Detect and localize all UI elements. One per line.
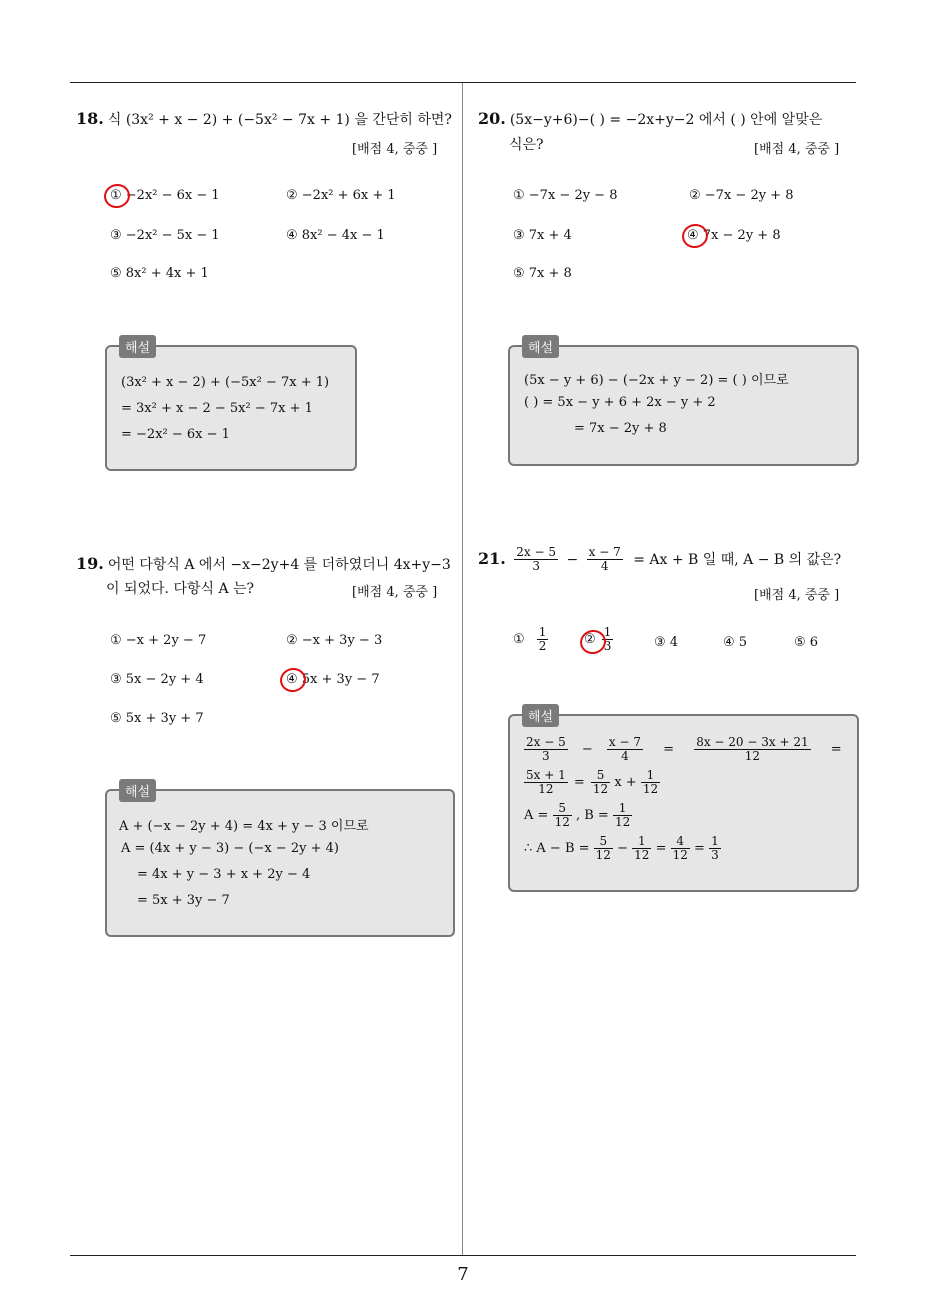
- q19-option-4[interactable]: ④ 5x + 3y − 7: [286, 672, 380, 687]
- top-rule: [70, 82, 856, 83]
- q21-option-2-fraction: $\frac{1}{3}$: [603, 625, 612, 653]
- q19-solution-box: [105, 785, 455, 937]
- q21-text: = Ax + B 일 때, A − B 의 값은?: [633, 551, 842, 568]
- q18-sol-line: (3x² + x − 2) + (−5x² − 7x + 1): [121, 375, 330, 390]
- q21-number: 21.: [478, 548, 506, 568]
- q19-sol-line: A = (4x + y − 3) − (−x − 2y + 4): [121, 841, 339, 856]
- q19-solution-tag: 해설: [119, 779, 156, 802]
- q21-option-2[interactable]: ② $\frac{1}{3}$: [584, 625, 612, 653]
- q20-sol-line: = 7x − 2y + 8: [574, 421, 667, 436]
- q21-option-3[interactable]: ③ 4: [654, 635, 679, 650]
- q19-sol-line: A + (−x − 2y + 4) = 4x + y − 3 이므로: [119, 819, 369, 834]
- q20-stem: [478, 106, 822, 133]
- q20-option-4[interactable]: ④ 7x − 2y + 8: [687, 228, 781, 243]
- q19-answer-mark: [278, 666, 308, 695]
- q20-option-1[interactable]: ① −7x − 2y − 8: [513, 188, 618, 203]
- q19-stem: [76, 551, 451, 578]
- q20-option-2[interactable]: ② −7x − 2y + 8: [689, 188, 794, 203]
- q21-option-1-fraction: $\frac{1}{2}$: [538, 625, 547, 653]
- q18-text: 식 (3x² + x − 2) + (−5x² − 7x + 1) 을 간단히 하면?: [107, 112, 452, 128]
- q21-fraction-b: $\frac{x - 7}{4}$: [588, 545, 621, 573]
- q21-sol-line-3: A = $\frac{5}{12}$ , B = $\frac{1}{12}$: [524, 801, 631, 829]
- q21-option-5[interactable]: ⑤ 6: [794, 635, 819, 650]
- q18-number: 18.: [76, 109, 104, 128]
- q20-option-5[interactable]: ⑤ 7x + 8: [513, 266, 572, 281]
- q19-option-2[interactable]: ② −x + 3y − 3: [286, 633, 383, 648]
- q21-meta: [배점 4, 중중 ]: [754, 588, 840, 603]
- q20-text-1: (5x−y+6)−( ) = −2x+y−2 에서 ( ) 안에 알맞은: [509, 112, 823, 128]
- q19-option-5[interactable]: ⑤ 5x + 3y + 7: [110, 711, 204, 726]
- q21-option-1[interactable]: ① $\frac{1}{2}$: [513, 625, 547, 653]
- q18-option-5[interactable]: ⑤ 8x² + 4x + 1: [110, 266, 209, 281]
- q20-sol-line: (5x − y + 6) − (−2x + y − 2) = ( ) 이므로: [524, 373, 789, 388]
- q21-sol-line-4: ∴ A − B = $\frac{5}{12}$ − $\frac{1}{12}$ = $\frac{4}{12}$ = $\frac{1}{3}$: [524, 834, 719, 862]
- q21-sol-line-2: $\frac{5x + 1}{12}$ = $\frac{5}{12}$ x + $\frac{1}{12}$: [526, 768, 659, 796]
- q21-sol-line-1: $\frac{2x - 5}{3}$ − $\frac{x - 7}{4}$ = $\frac{8x - 20 - 3x + 21}{12}$ =: [526, 735, 842, 763]
- q18-option-3[interactable]: ③ −2x² − 5x − 1: [110, 228, 220, 243]
- q19-text-2: 이 되었다. 다항식 A 는?: [106, 581, 255, 597]
- q18-option-2[interactable]: ② −2x² + 6x + 1: [286, 188, 396, 203]
- q20-number: 20.: [478, 109, 506, 128]
- q20-sol-line: ( ) = 5x − y + 6 + 2x − y + 2: [524, 395, 716, 410]
- q18-answer-mark: [102, 182, 132, 211]
- q20-option-3[interactable]: ③ 7x + 4: [513, 228, 572, 243]
- q18-option-4[interactable]: ④ 8x² − 4x − 1: [286, 228, 385, 243]
- q18-option-1[interactable]: ① −2x² − 6x − 1: [110, 188, 220, 203]
- q20-answer-mark: [680, 222, 710, 251]
- q19-option-3[interactable]: ③ 5x − 2y + 4: [110, 672, 204, 687]
- q19-sol-line: = 5x + 3y − 7: [137, 893, 230, 908]
- q18-sol-line: = −2x² − 6x − 1: [121, 427, 230, 442]
- q18-solution-tag: 해설: [119, 335, 156, 358]
- q21-fraction-a: $\frac{2x - 5}{3}$: [516, 545, 557, 573]
- bottom-rule: [70, 1255, 856, 1256]
- q19-number: 19.: [76, 554, 104, 573]
- q18-sol-line: = 3x² + x − 2 − 5x² − 7x + 1: [121, 401, 313, 416]
- q20-solution-box: [508, 341, 859, 466]
- q19-meta: [배점 4, 중중 ]: [352, 585, 438, 600]
- q21-minus: −: [566, 551, 579, 568]
- q18-meta: [배점 4, 중중 ]: [352, 142, 438, 157]
- q19-option-1[interactable]: ① −x + 2y − 7: [110, 633, 207, 648]
- q18-stem: [76, 106, 452, 133]
- column-divider: [462, 83, 463, 1255]
- q21-solution-box: [508, 710, 859, 892]
- q20-text-2: 식은?: [509, 137, 544, 153]
- q20-solution-tag: 해설: [522, 335, 559, 358]
- q21-stem: [478, 546, 841, 573]
- page-number: 7: [457, 1264, 469, 1285]
- q20-meta: [배점 4, 중중 ]: [754, 142, 840, 157]
- q21-option-4[interactable]: ④ 5: [723, 635, 748, 650]
- q19-text-1: 어떤 다항식 A 에서 −x−2y+4 를 더하였더니 4x+y−3: [107, 557, 451, 573]
- q18-solution-box: [105, 341, 357, 471]
- q19-sol-line: = 4x + y − 3 + x + 2y − 4: [137, 867, 311, 882]
- q21-solution-tag: 해설: [522, 704, 559, 727]
